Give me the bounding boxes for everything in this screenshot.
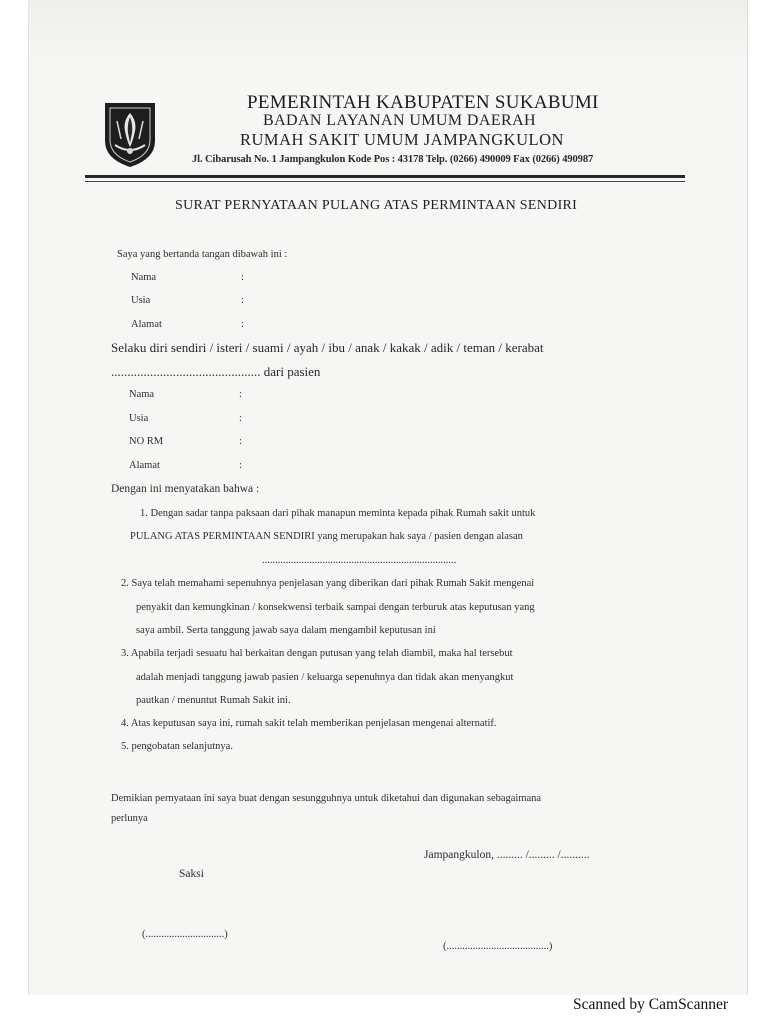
closing-line-a: Demikian pernyataan ini saya buat dengan sesungguhnya untuk diketahui dan digunakan sebagaimana	[111, 793, 542, 804]
item-2-line-a: 2. Saya telah memahami sepenuhnya penjelasan yang diberikan dari pihak Rumah Sakit mengenai	[121, 578, 535, 589]
item-3-line-a: 3. Apabila terjadi sesuatu hal berkaitan dengan putusan yang telah diambil, maka hal tersebut	[121, 648, 513, 659]
witness-label: Saksi	[179, 868, 204, 880]
patient-address-label: Alamat	[129, 460, 160, 471]
intro-text: Saya yang bertanda tangan dibawah ini :	[117, 249, 288, 260]
item-4: 4. Atas keputusan saya ini, rumah sakit telah memberikan penjelasan mengenai alternatif.	[121, 718, 497, 729]
scanner-watermark: Scanned by CamScanner	[573, 996, 728, 1013]
place-date-line: Jampangkulon, ......... /......... /..........	[424, 849, 590, 861]
item-1-line-a: 1. Dengan sadar tanpa paksaan dari pihak manapun meminta kepada pihak Rumah sakit untuk	[140, 508, 536, 519]
statement-intro: Dengan ini menyatakan bahwa :	[111, 483, 260, 495]
page-shadow	[29, 0, 747, 60]
patient-age-colon: :	[239, 413, 242, 424]
header-address: Jl. Cibarusah No. 1 Jampangkulon Kode Pos : 43178 Telp. (0266) 490009 Fax (0266) 490987	[192, 154, 594, 165]
patient-name-colon: :	[239, 389, 242, 400]
header-hospital: RUMAH SAKIT UMUM JAMPANGKULON	[240, 130, 564, 149]
signer-age-colon: :	[241, 295, 244, 306]
item-1-line-b: PULANG ATAS PERMINTAAN SENDIRI yang merupakan hak saya / pasien dengan alasan	[130, 531, 523, 542]
header-rule-thin	[85, 181, 685, 182]
patient-name-label: Nama	[129, 389, 155, 400]
relation-line: Selaku diri sendiri / isteri / suami / ayah / ibu / anak / kakak / adik / teman / kerabat	[111, 340, 544, 355]
signer-age-label: Usia	[131, 295, 151, 306]
item-3-line-b: adalah menjadi tanggung jawab pasien / keluarga sepenuhnya dan tidak akan menyangkut	[136, 672, 514, 683]
item-5: 5. pengobatan selanjutnya.	[121, 741, 233, 752]
patient-mrn-colon: :	[239, 436, 242, 447]
signer-name-colon: :	[241, 272, 244, 283]
header-agency: BADAN LAYANAN UMUM DAERAH	[263, 112, 536, 129]
header-rule-thick	[85, 175, 685, 178]
item-3-line-c: pautkan / menuntut Rumah Sakit ini.	[136, 695, 291, 706]
closing-line-b: perlunya	[111, 813, 148, 824]
witness-signature-blank: (..............................)	[142, 929, 228, 940]
header-government: PEMERINTAH KABUPATEN SUKABUMI	[247, 92, 599, 113]
signer-address-label: Alamat	[131, 319, 162, 330]
signer-address-colon: :	[241, 319, 244, 330]
patient-address-colon: :	[239, 460, 242, 471]
item-1-reason-dots: ..........................................................................	[262, 555, 457, 566]
item-2-line-c: saya ambil. Serta tanggung jawab saya dalam mengambil keputusan ini	[136, 625, 436, 636]
signer-signature-blank: (.......................................)	[443, 941, 553, 952]
patient-age-label: Usia	[129, 413, 149, 424]
regency-emblem-icon	[103, 101, 157, 169]
document-title: SURAT PERNYATAAN PULANG ATAS PERMINTAAN SENDIRI	[175, 198, 578, 213]
patient-mrn-label: NO RM	[129, 436, 164, 447]
from-patient-line: .............................................. dari pasien	[111, 364, 321, 379]
item-2-line-b: penyakit dan kemungkinan / konsekwensi terbaik sampai dengan terburuk atas keputusan yang	[136, 602, 535, 613]
signer-name-label: Nama	[131, 272, 157, 283]
